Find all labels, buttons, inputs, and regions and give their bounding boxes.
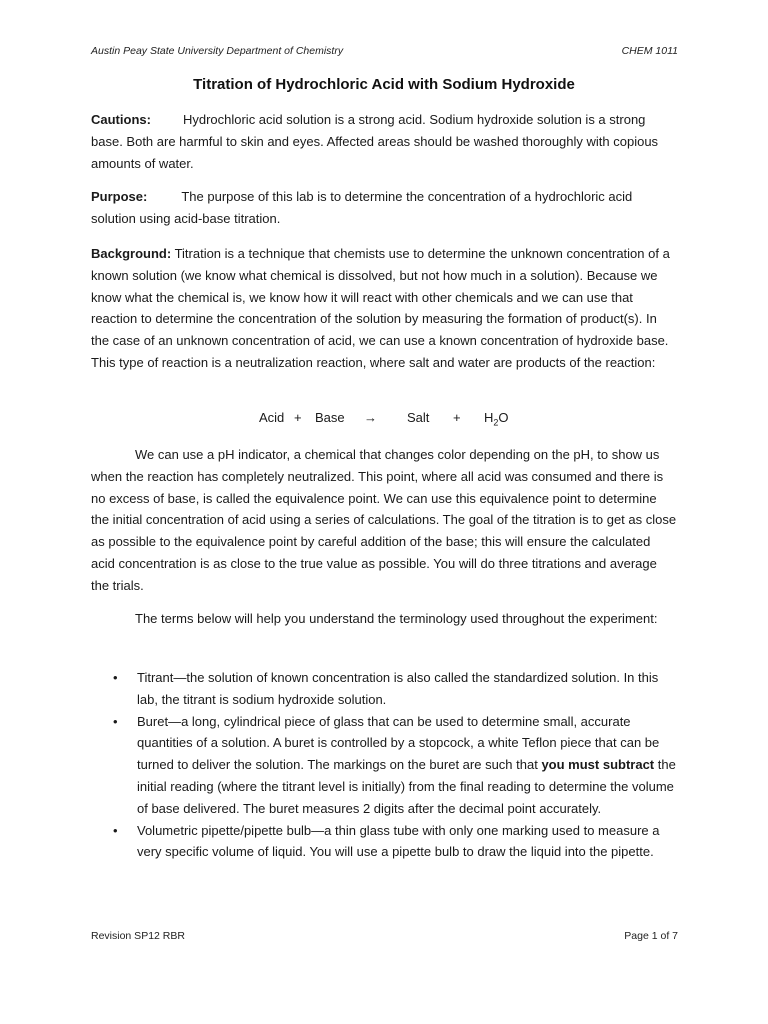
header-course: CHEM 1011 [621, 45, 678, 57]
background-section [91, 243, 677, 374]
purpose-text: The purpose of this lab is to determine the concentration of a hydrochloric acid solution using acid-base titration. [91, 189, 633, 226]
list-item-titrant [113, 667, 679, 711]
purpose-label: Purpose: [91, 189, 148, 204]
bullet-icon: • [113, 670, 118, 685]
page-title: Titration of Hydrochloric Acid with Sodium Hydroxide [193, 76, 575, 93]
equation-water [484, 410, 509, 428]
bullet-icon: • [113, 713, 118, 729]
header-department: Austin Peay State University Department of Chemistry [91, 45, 344, 57]
buret-text-1: Buret—a long, cylindrical piece of glass that can be used to determine small, accurate quantities of a solution. A buret is controlled by a stopcock, a white Teflon piece that can be turned to deliver the solution. The markings on the buret are such that [137, 713, 660, 773]
terms-text: The terms below will help you understand the terminology used throughout the experiment: [135, 611, 658, 626]
titrant-text: Titrant—the solution of known concentration is also called the standardized solution. In this lab, the titrant is sodium hydroxide solution. [137, 670, 659, 707]
equation-base: Base [315, 410, 345, 425]
background-text: Titration is a technique that chemists use to determine the unknown concentration of a known solution (we know what chemical is dissolved, but not how much in a solution). Because we know what the chemical is, we know how it will react with other chemicals and we can use that reaction to determine the concentration of the solution by measuring the formation of product(s). In the case of an unknown concentration of acid, we can use a known concentration of hydroxide base. This type of reaction is a neutralization reaction, where salt and water are products of the reaction: [91, 246, 670, 370]
terms-list [113, 667, 679, 863]
indicator-text: We can use a pH indicator, a chemical that changes color depending on the pH, to show us when the reaction has completely neutralized. This point, where all acid was consumed and there is no excess of base, is called the equivalence point. We can use this equivalence point to determine the initial concentration of acid using a series of calculations. The goal of the titration is to get as close as possible to the equivalence point by careful addition of the base; this will ensure the calculated acid concentration is as close to the true value as possible. You will do three titrations and average the trials. [91, 447, 677, 593]
equation-arrow: → [364, 410, 377, 425]
equation-salt: Salt [407, 410, 430, 425]
bullet-icon: • [113, 822, 118, 838]
terms-paragraph [91, 608, 677, 630]
cautions-text: Hydrochloric acid solution is a strong acid. Sodium hydroxide solution is a strong base. Both are harmful to skin and eyes. Affected areas should be washed thoroughly with copious amounts of water. [91, 112, 659, 171]
purpose-section [91, 186, 677, 230]
cautions-label: Cautions: [91, 112, 151, 127]
water-subscript: 2 [493, 417, 499, 428]
water-h: H [484, 410, 494, 425]
background-label: Background: [91, 246, 172, 261]
cautions-section [91, 109, 677, 174]
pipette-text: Volumetric pipette/pipette bulb—a thin glass tube with only one marking used to measure a very specific volume of liquid. You will use a pipette bulb to draw the liquid into the pipette. [137, 822, 660, 860]
list-item-buret [113, 711, 679, 820]
list-item-pipette [113, 820, 679, 864]
buret-text-2: the initial reading (where the titrant level is initially) from the final reading to determine the volume of base delivered. The buret measures 2 digits after the decimal point accurately. [137, 757, 676, 816]
water-o: O [498, 410, 509, 425]
equation-plus-2: + [453, 410, 461, 425]
footer-page-number: Page 1 of 7 [624, 930, 678, 942]
equation-acid: Acid [259, 410, 285, 425]
indicator-paragraph [91, 444, 677, 597]
equation-plus-1: + [294, 410, 302, 425]
footer-revision: Revision SP12 RBR [91, 930, 185, 942]
buret-emphasis: you must subtract [541, 757, 655, 773]
